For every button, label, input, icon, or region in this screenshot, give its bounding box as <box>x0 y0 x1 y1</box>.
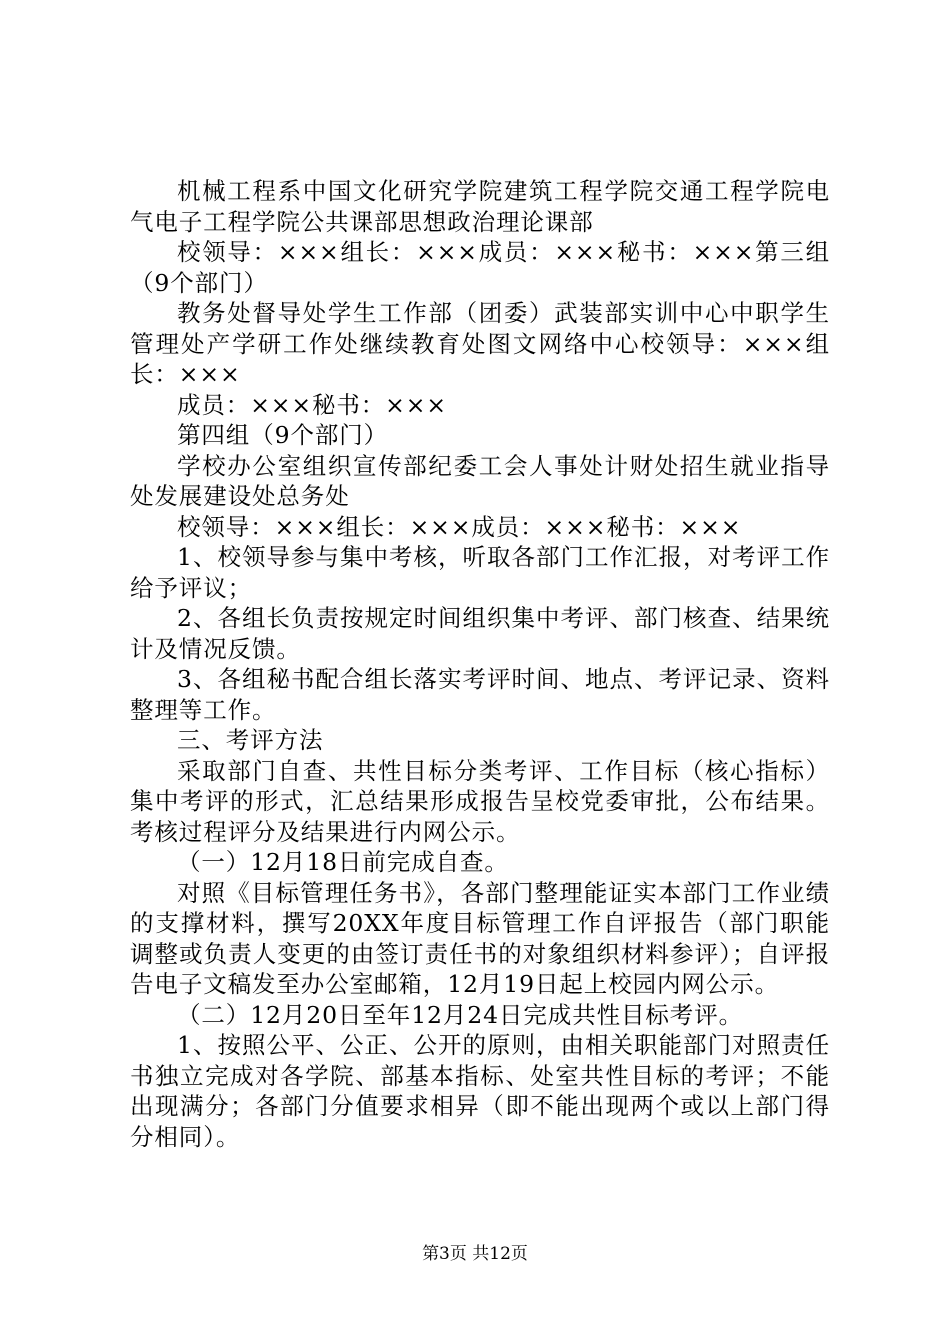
page-number-footer: 第3页 共12页 <box>422 1244 528 1264</box>
subheading-common-goals: （二）12月20日至年12月24日完成共性目标考评。 <box>177 1000 744 1029</box>
paragraph-method: 采取部门自查、共性目标分类考评、工作目标（核心指标）集中考评的形式，汇总结果形成报告呈校党委审批，公布结果。考核过程评分及结果进行内网公示。 <box>130 756 830 846</box>
paragraph-group4-heading: 第四组（9个部门） <box>177 421 389 449</box>
document-body <box>130 176 830 1152</box>
paragraph-duty-1: 1、校领导参与集中考核，听取各部门工作汇报，对考评工作给予评议； <box>130 543 830 602</box>
paragraph-group2-members: 校领导：×××组长：×××成员：×××秘书：×××第三组（9个部门） <box>130 238 830 297</box>
paragraph-duty-2: 2、各组长负责按规定时间组织集中考评、部门核查、结果统计及情况反馈。 <box>130 604 830 663</box>
paragraph-group4-members: 校领导：×××组长：×××成员：×××秘书：××× <box>177 512 742 541</box>
paragraph-self-check: 对照《目标管理任务书》，各部门整理能证实本部门工作业绩的支撑材料，撰写20XX年度目标管理工作自评报告（部门职能调整或负责人变更的由签订责任书的对象组织材料参评）；自评报告电子文稿发至办公室邮箱，12月19日起上校园内网公示。 <box>130 878 830 998</box>
paragraph-departments-group2: 机械工程系中国文化研究学院建筑工程学院交通工程学院电气电子工程学院公共课部思想政治理论课部 <box>130 177 830 236</box>
paragraph-group3-members: 成员：×××秘书：××× <box>177 390 447 419</box>
paragraph-common-goals-1: 1、按照公平、公正、公开的原则，由相关职能部门对照责任书独立完成对各学院、部基本指标、处室共性目标的考评；不能出现满分；各部门分值要求相异（即不能出现两个或以上部门得分相同）。 <box>130 1031 830 1151</box>
paragraph-duty-3: 3、各组秘书配合组长落实考评时间、地点、考评记录、资料整理等工作。 <box>130 665 830 724</box>
section-heading-method: 三、考评方法 <box>177 726 324 754</box>
subheading-self-check: （一）12月18日前完成自查。 <box>177 848 509 876</box>
paragraph-departments-group4: 学校办公室组织宣传部纪委工会人事处计财处招生就业指导处发展建设处总务处 <box>130 451 830 510</box>
paragraph-departments-group3: 教务处督导处学生工作部（团委）武装部实训中心中职学生管理处产学研工作处继续教育处图文网络中心校领导：×××组长：××× <box>130 299 830 388</box>
